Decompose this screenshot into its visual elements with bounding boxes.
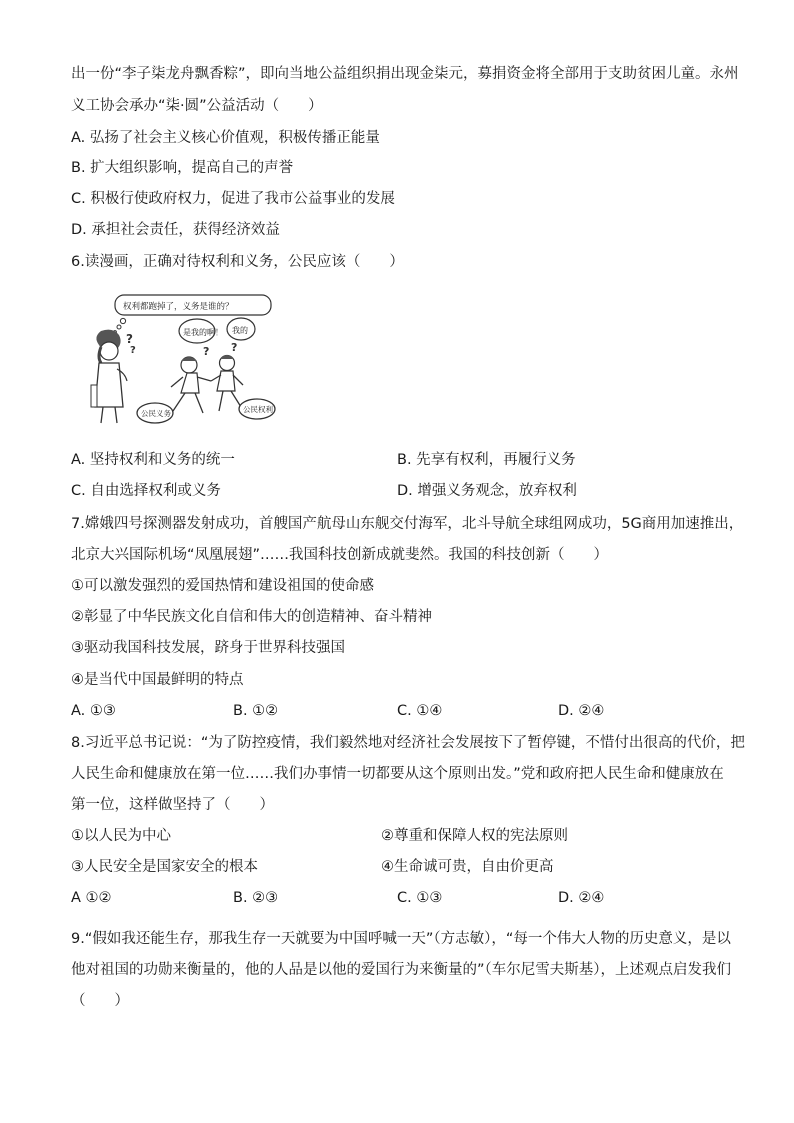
q8-stem-line-1: 8.习近平总书记说：“为了防控疫情，我们毅然地对经济社会发展按下了暂停键，不惜付出很高的代价，把 — [71, 735, 745, 751]
q7-stem-line-2: 北京大兴国际机场“凤凰展翅”……我国科技创新成就斐然。我国的科技创新（ ） — [71, 547, 609, 563]
cartoon-sign-left: 公民义务 — [141, 409, 171, 418]
q6-cartoon — [71, 289, 279, 429]
q6-option-d: D. 增强义务观念，放弃权利 — [397, 483, 577, 499]
cartoon-bubble-top: 权利都跑掉了，义务是谁的？ — [123, 302, 234, 312]
q7-item-4: ④是当代中国最鲜明的特点 — [71, 672, 244, 688]
q8-item-1: ①以人民为中心 — [71, 828, 171, 844]
q5-stem-line-1: 出一份“李子柒龙舟飘香粽”，即向当地公益组织捐出现金柒元，募捐资金将全部用于支助贫困儿童。永州 — [71, 66, 739, 82]
q7-item-1: ①可以激发强烈的爱国热情和建设祖国的使命感 — [71, 578, 374, 594]
cartoon-bubble-right: 我的 — [232, 326, 248, 335]
q8-option-d: D. ②④ — [558, 890, 605, 906]
q5-option-d: D. 承担社会责任，获得经济效益 — [71, 222, 280, 238]
q7-option-b: B. ①② — [233, 703, 279, 719]
q7-option-c: C. ①④ — [397, 703, 443, 719]
q8-item-4: ④生命诚可贵，自由价更高 — [381, 859, 554, 875]
q8-item-2: ②尊重和保障人权的宪法原则 — [381, 828, 568, 844]
q7-option-a: A. ①③ — [71, 703, 116, 719]
q7-item-2: ②彰显了中华民族文化自信和伟大的创造精神、奋斗精神 — [71, 609, 432, 625]
q8-item-3: ③人民安全是国家安全的根本 — [71, 859, 258, 875]
q9-stem-line-3: （ ） — [71, 993, 129, 1009]
q5-option-a: A. 弘扬了社会主义核心价值观，积极传播正能量 — [71, 130, 380, 146]
q8-option-a: A ①② — [71, 890, 112, 906]
q9-stem-line-2: 他对祖国的功勋来衡量的，他的人品是以他的爱国行为来衡量的”（车尔尼雪夫斯基），上述观点启发我们 — [71, 962, 732, 978]
q6-option-b: B. 先享有权利，再履行义务 — [397, 452, 576, 468]
svg-text:?: ? — [130, 345, 136, 356]
q8-stem-line-2: 人民生命和健康放在第一位……我们办事情一切都要从这个原则出发。”党和政府把人民生命和健康放在 — [71, 766, 724, 782]
q5-stem-line-2: 义工协会承办“柒·圆”公益活动（ ） — [71, 98, 323, 114]
q6-stem: 6.读漫画，正确对待权利和义务，公民应该（ ） — [71, 254, 404, 270]
q5-option-b: B. 扩大组织影响，提高自己的声誉 — [71, 160, 294, 176]
q8-option-c: C. ①③ — [397, 890, 443, 906]
cartoon-illustration — [71, 289, 279, 429]
q5-option-c: C. 积极行使政府权力，促进了我市公益事业的发展 — [71, 191, 395, 207]
q7-stem-line-1: 7.嫦娥四号探测器发射成功，首艘国产航母山东舰交付海军，北斗导航全球组网成功，5G商用加速推出， — [71, 516, 744, 532]
svg-text:?: ? — [126, 332, 133, 346]
cartoon-bubble-mid: 是我的啊！ — [183, 328, 223, 337]
q7-item-3: ③驱动我国科技发展，跻身于世界科技强国 — [71, 640, 345, 656]
q7-option-d: D. ②④ — [558, 703, 605, 719]
q9-stem-line-1: 9.“假如我还能生存，那我生存一天就要为中国呼喊一天”（方志敏），“每一个伟大人物的历史意义，是以 — [71, 931, 731, 947]
q8-stem-line-3: 第一位，这样做坚持了（ ） — [71, 797, 274, 813]
svg-text:?: ? — [231, 341, 238, 354]
q6-option-a: A. 坚持权利和义务的统一 — [71, 452, 235, 468]
q6-option-c: C. 自由选择权利或义务 — [71, 483, 221, 499]
svg-text:?: ? — [203, 345, 210, 358]
cartoon-sign-right: 公民权利 — [243, 405, 273, 414]
q8-option-b: B. ②③ — [233, 890, 279, 906]
